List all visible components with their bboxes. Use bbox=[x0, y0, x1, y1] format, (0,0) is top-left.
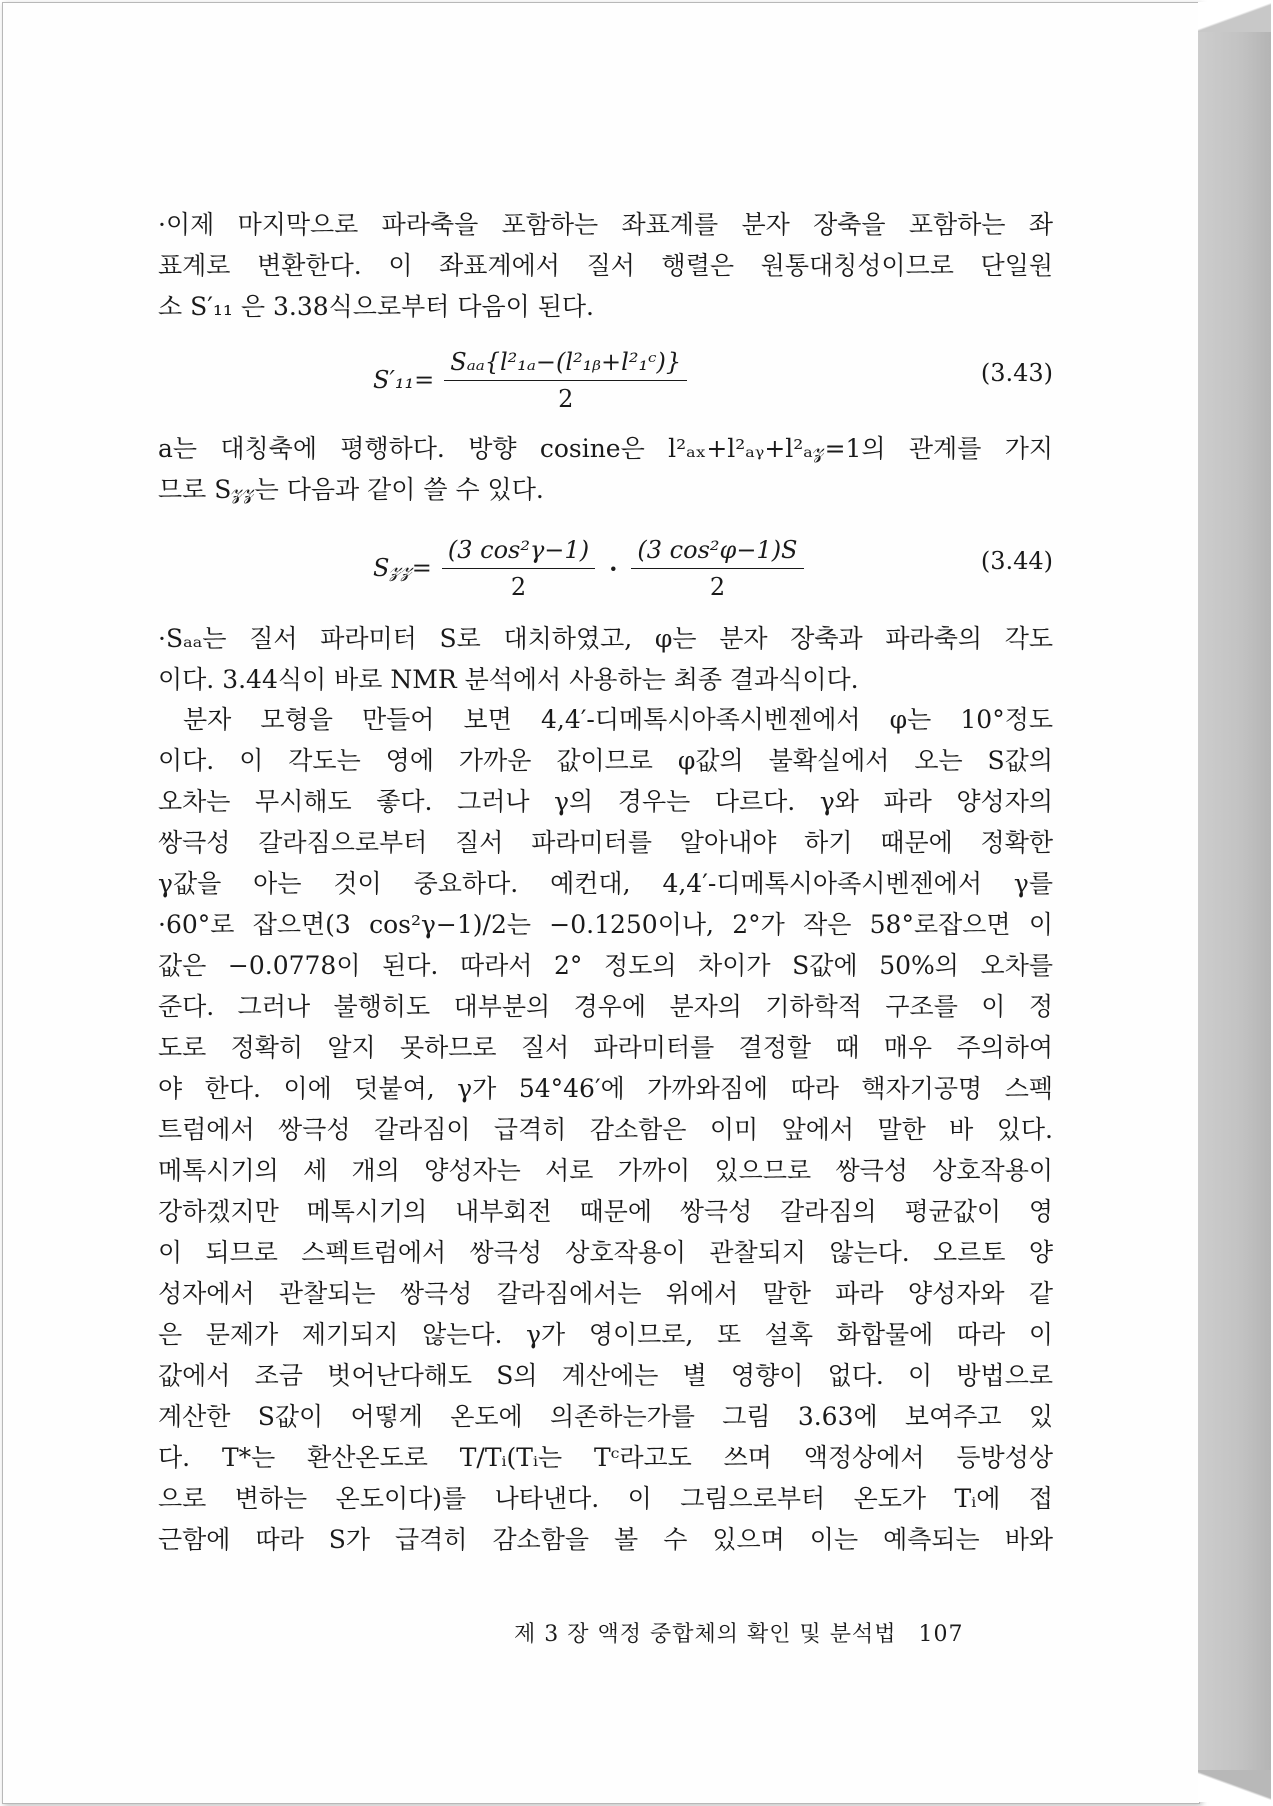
text-line: 준다. 그러나 불행히도 대부분의 경우에 분자의 기하학적 구조를 이 정 bbox=[158, 992, 1053, 1021]
text-line: 트럼에서 쌍극성 갈라짐이 급격히 감소함은 이미 앞에서 말한 바 있다. bbox=[158, 1115, 1053, 1144]
equation-numerator: Sₐₐ{l²₁ₐ−(l²₁ᵦ+l²₁ᶜ)} bbox=[444, 348, 687, 381]
paragraph-2 bbox=[158, 428, 1053, 510]
text-line: 값에서 조금 벗어난다해도 S의 계산에는 별 영향이 없다. 이 방법으로 bbox=[158, 1361, 1053, 1390]
paragraph-3 bbox=[158, 618, 1053, 700]
equation-numerator: (3 cos²γ−1) bbox=[442, 536, 595, 569]
text-line: 므로 S𝓏𝓏는 다음과 같이 쓸 수 있다. bbox=[158, 475, 544, 504]
text-line: 은 문제가 제기되지 않는다. γ가 영이므로, 또 설혹 화합물에 따라 이 bbox=[158, 1320, 1053, 1349]
text-line: ·60°로 잡으면(3 cos²γ−1)/2는 −0.1250이나, 2°가 작은 58°로잡으면 이 bbox=[158, 910, 1053, 939]
equation-lhs: S′₁₁= bbox=[373, 366, 435, 394]
equation-denominator: 2 bbox=[510, 572, 527, 601]
equation-fraction-gamma bbox=[442, 536, 595, 601]
page-corner-bottom bbox=[1198, 1770, 1271, 1802]
paragraph-4 bbox=[158, 699, 1053, 1560]
multiplication-dot: · bbox=[609, 553, 618, 583]
text-line: 야 한다. 이에 덧붙여, γ가 54°46′에 가까와짐에 따라 핵자기공명 스펙 bbox=[158, 1074, 1053, 1103]
book-page bbox=[2, 2, 1200, 1804]
text-line: γ값을 아는 것이 중요하다. 예컨대, 4,4′-디메톡시아족시벤젠에서 γ를 bbox=[158, 869, 1053, 898]
text-line: 계산한 S값이 어떻게 온도에 의존하는가를 그림 3.63에 보여주고 있 bbox=[158, 1402, 1053, 1431]
equation-denominator: 2 bbox=[558, 384, 574, 413]
text-line: 으로 변하는 온도이다)를 나타낸다. 이 그림으로부터 온도가 Tᵢ에 접 bbox=[158, 1484, 1053, 1513]
text-line: 오차는 무시해도 좋다. 그러나 γ의 경우는 다르다. γ와 파라 양성자의 bbox=[158, 787, 1053, 816]
equation-number: (3.44) bbox=[980, 547, 1053, 575]
equation-numerator: (3 cos²φ−1)S bbox=[631, 536, 803, 569]
equation-fraction-phi bbox=[631, 536, 803, 601]
page-footer bbox=[514, 1617, 1034, 1648]
page-corner-top bbox=[1198, 2, 1271, 32]
text-line: 분자 모형을 만들어 보면 4,4′-디메톡시아족시벤젠에서 φ는 10°정도 bbox=[183, 705, 1053, 734]
text-line: a는 대칭축에 평행하다. 방향 cosine은 l²ₐₓ+l²ₐᵧ+l²ₐ𝓏=1의 관계를 가지 bbox=[158, 434, 1053, 463]
text-line: 이 되므로 스펙트럼에서 쌍극성 상호작용이 관찰되지 않는다. 오르토 양 bbox=[158, 1238, 1053, 1267]
text-line: 쌍극성 갈라짐으로부터 질서 파라미터를 알아내야 하기 때문에 정확한 bbox=[158, 828, 1053, 857]
text-line: 이다. 3.44식이 바로 NMR 분석에서 사용하는 최종 결과식이다. bbox=[158, 665, 859, 694]
text-line: 도로 정확히 알지 못하므로 질서 파라미터를 결정할 때 매우 주의하여 bbox=[158, 1033, 1053, 1062]
text-line: 소 S′₁₁ 은 3.38식으로부터 다음이 된다. bbox=[158, 292, 594, 321]
equation-3-43 bbox=[158, 341, 1053, 419]
text-line: 이다. 이 각도는 영에 가까운 값이므로 φ값의 불확실에서 오는 S값의 bbox=[158, 746, 1053, 775]
text-line: 값은 −0.0778이 된다. 따라서 2° 정도의 차이가 S값에 50%의 오차를 bbox=[158, 951, 1053, 980]
text-line: ·Sₐₐ는 질서 파라미터 S로 대치하였고, φ는 분자 장축과 파라축의 각도 bbox=[158, 624, 1053, 653]
equation-denominator: 2 bbox=[709, 572, 726, 601]
text-line: 다. T*는 환산온도로 T/Tᵢ(Tᵢ는 Tᶜ라고도 쓰며 액정상에서 등방성상 bbox=[158, 1443, 1053, 1472]
page-number: 107 bbox=[918, 1622, 964, 1647]
chapter-title: 제 3 장 액정 중합체의 확인 및 분석법 bbox=[514, 1622, 897, 1647]
equation-lhs: S𝓏𝓏= bbox=[373, 554, 432, 582]
equation-number: (3.43) bbox=[980, 359, 1053, 387]
equation-fraction bbox=[444, 348, 687, 413]
paragraph-1 bbox=[158, 204, 1053, 327]
text-line: 메톡시기의 세 개의 양성자는 서로 가까이 있으므로 쌍극성 상호작용이 bbox=[158, 1156, 1053, 1185]
page-stack-edge bbox=[1198, 10, 1271, 1800]
text-line: 표계로 변환한다. 이 좌표계에서 질서 행렬은 원통대칭성이므로 단일원 bbox=[158, 251, 1053, 280]
text-line: ·이제 마지막으로 파라축을 포함하는 좌표계를 분자 장축을 포함하는 좌 bbox=[158, 210, 1053, 239]
text-line: 성자에서 관찰되는 쌍극성 갈라짐에서는 위에서 말한 파라 양성자와 같 bbox=[158, 1279, 1053, 1308]
equation-3-44 bbox=[158, 529, 1053, 607]
text-line: 강하겠지만 메톡시기의 내부회전 때문에 쌍극성 갈라짐의 평균값이 영 bbox=[158, 1197, 1053, 1226]
text-line: 근함에 따라 S가 급격히 감소함을 볼 수 있으며 이는 예측되는 바와 bbox=[158, 1525, 1053, 1554]
